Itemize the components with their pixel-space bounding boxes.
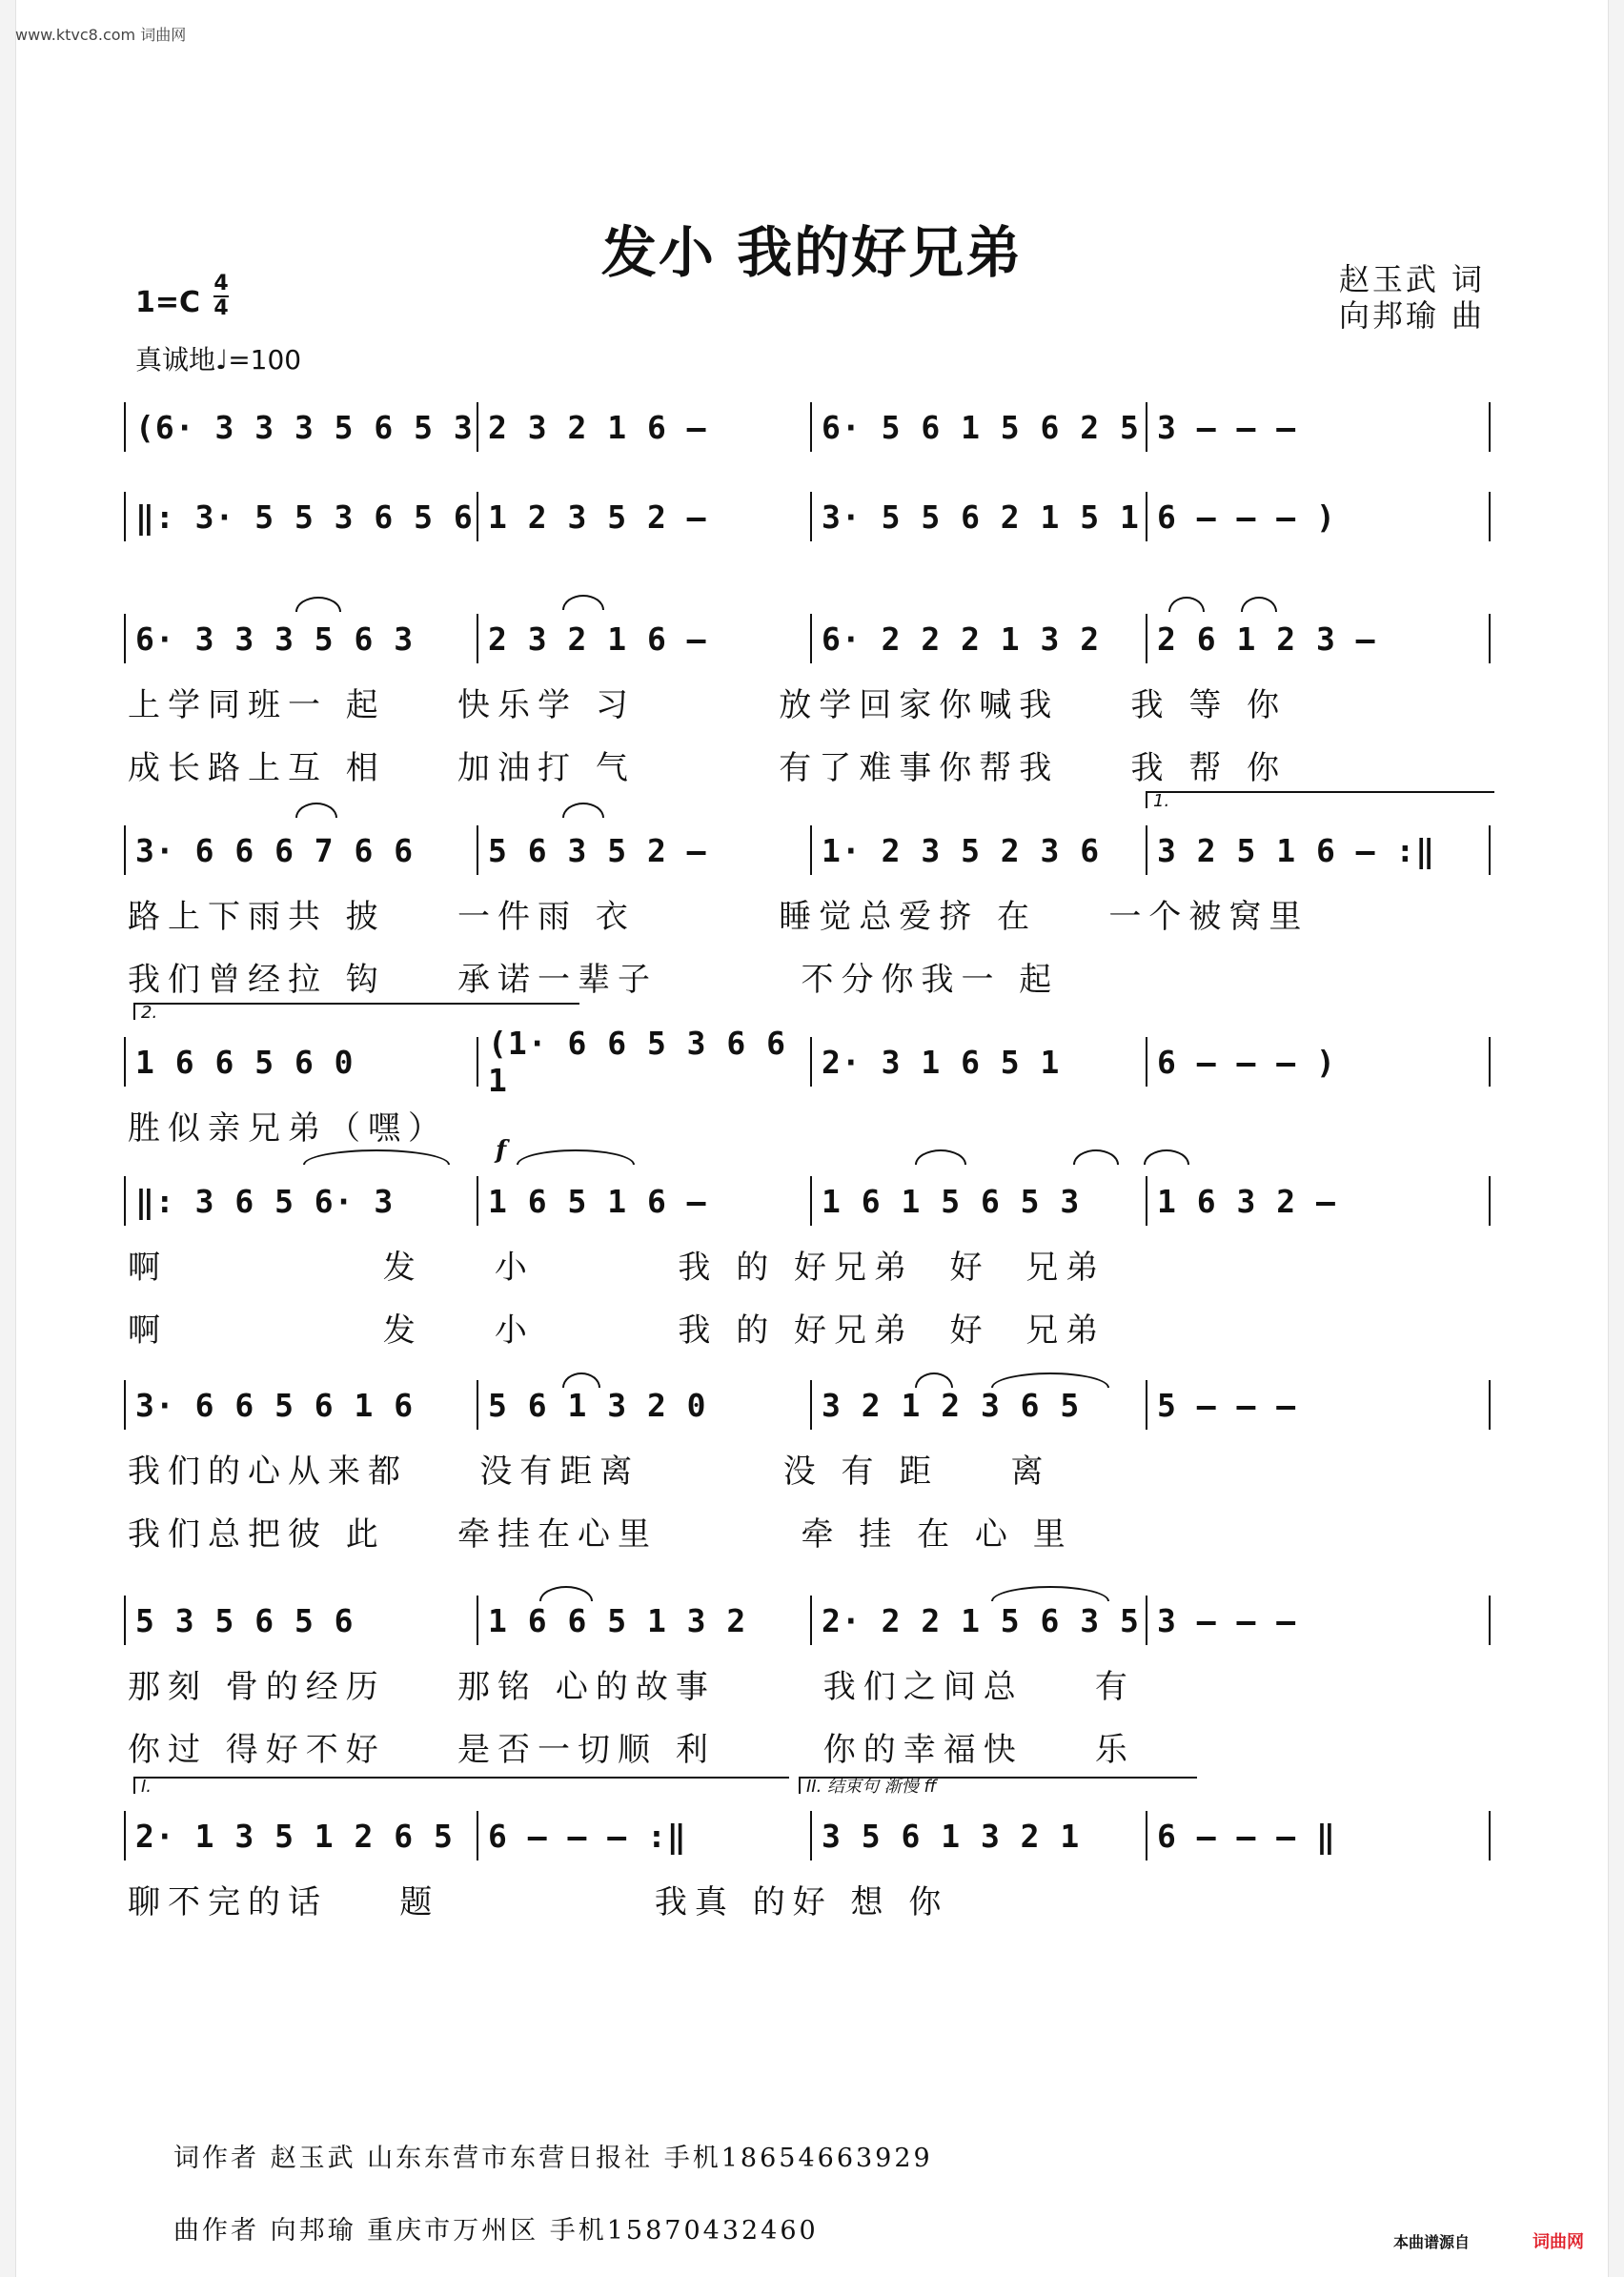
barline [1146, 402, 1147, 452]
notation-line [128, 1378, 1492, 1432]
measure: 1 6 3 2 – [1157, 1182, 1336, 1220]
key-signature: 1=C [135, 286, 201, 319]
barline [810, 825, 812, 875]
volta-first-ending: 1. [1146, 791, 1494, 808]
barline [810, 1811, 812, 1860]
slur [295, 803, 337, 818]
lyric-line: 你过 得好不好 是否一切顺 利 你的幸福快 乐 [128, 1731, 1135, 1769]
barline [124, 492, 126, 541]
notation-line [128, 1174, 1492, 1228]
song-title: 发小 我的好兄弟 [600, 220, 1024, 285]
measure: 1 6 1 5 6 5 3 [822, 1182, 1081, 1220]
measure: (1· 6 6 5 3 6 6 1 [488, 1025, 787, 1099]
measure: 5 – – – [1157, 1386, 1297, 1424]
score-system [128, 1809, 1492, 2000]
notation-line [128, 1594, 1492, 1647]
barline [810, 1176, 812, 1226]
measure: 2 3 2 1 6 – [488, 620, 707, 658]
slur [991, 1372, 1109, 1388]
measure: 3 – – – [1157, 1601, 1297, 1639]
measure: ‖: 3 6 5 6· 3 [135, 1182, 395, 1220]
barline [1146, 1811, 1147, 1860]
source-logo[interactable]: 词曲网 [1533, 2232, 1584, 2252]
lyric-line: 聊不完的话 题 我真 的好 想 你 [128, 1883, 949, 1921]
barline [1146, 614, 1147, 663]
lyric-line: 啊 发 小 我 的 好兄弟 好 兄弟 [128, 1311, 1106, 1350]
notation-line [128, 1809, 1492, 1862]
barline [477, 1037, 478, 1087]
measure: 1 6 6 5 6 0 [135, 1043, 355, 1081]
measure: 3· 6 6 5 6 1 6 [135, 1386, 415, 1424]
barline-end [1489, 614, 1491, 663]
measure: 6· 3 3 3 5 6 3 [135, 620, 415, 658]
barline [810, 1380, 812, 1430]
barline [1146, 1380, 1147, 1430]
score-system [128, 823, 1492, 1014]
measure: ‖: 3· 5 5 3 6 5 6 [135, 498, 474, 536]
measure: 2· 3 1 6 5 1 [822, 1043, 1061, 1081]
barline-end [1489, 1811, 1491, 1860]
measure: 1 6 6 5 1 3 2 [488, 1601, 747, 1639]
barline [124, 1811, 126, 1860]
dynamic-forte: f [496, 1136, 507, 1165]
composer-credit: 向邦瑜 曲 [1338, 297, 1485, 334]
measure: 5 6 3 5 2 – [488, 831, 707, 869]
tempo-marking: 真诚地♩=100 [135, 344, 302, 376]
measure: 2· 2 2 1 5 6 3 5 [822, 1601, 1140, 1639]
barline-end [1489, 825, 1491, 875]
measure: 2 3 2 1 6 – [488, 408, 707, 446]
barline [810, 614, 812, 663]
barline [1146, 1037, 1147, 1087]
barline [124, 1176, 126, 1226]
lyric-line: 胜似亲兄弟（嘿） [128, 1109, 448, 1148]
barline-end [1489, 402, 1491, 452]
measure: 1 6 5 1 6 – [488, 1182, 707, 1220]
measure: 5 6 1 3 2 0 [488, 1386, 707, 1424]
barline [1146, 492, 1147, 541]
barline [477, 492, 478, 541]
barline [1146, 1176, 1147, 1226]
measure: 1 2 3 5 2 – [488, 498, 707, 536]
slur [539, 1586, 593, 1601]
lyric-line: 啊 发 小 我 的 好兄弟 好 兄弟 [128, 1249, 1106, 1287]
site-url[interactable]: www.ktvc8.com 词曲网 [15, 26, 187, 44]
notation-line [128, 490, 1492, 543]
volta-ending-II: II. 结束句 渐慢 ff [799, 1777, 1197, 1794]
barline [810, 402, 812, 452]
barline [810, 1037, 812, 1087]
score-system [128, 612, 1492, 803]
barline [477, 1811, 478, 1860]
measure: 1· 2 3 5 2 3 6 [822, 831, 1101, 869]
lyricist-credit: 赵玉武 词 [1338, 261, 1485, 297]
barline [477, 402, 478, 452]
barline [477, 1176, 478, 1226]
score-system [128, 1378, 1492, 1569]
barline [124, 1596, 126, 1645]
barline [1146, 1596, 1147, 1645]
score-system [128, 1174, 1492, 1365]
barline [810, 492, 812, 541]
barline [124, 402, 126, 452]
slur [915, 1372, 953, 1388]
lyric-line: 我们的心从来都 没有距离 没 有 距 离 [128, 1453, 1051, 1491]
score-system [128, 1594, 1492, 1784]
volta-second-ending: 2. [133, 1003, 579, 1020]
barline [477, 1380, 478, 1430]
measure: 6 – – – ‖ [1157, 1817, 1336, 1855]
lyric-line: 那刻 骨的经历 那铭 心的故事 我们之间总 有 [128, 1668, 1135, 1706]
slur [562, 803, 604, 818]
notation-line [128, 1025, 1492, 1099]
measure: 3· 6 6 6 7 6 6 [135, 831, 415, 869]
notation-line [128, 612, 1492, 665]
volta-ending-I: I. [133, 1777, 789, 1794]
lyric-line: 我们曾经拉 钩 承诺一辈子 不分你我一 起 [128, 961, 1060, 999]
barline-end [1489, 1176, 1491, 1226]
measure: 6· 5 6 1 5 6 2 5 [822, 408, 1140, 446]
barline [1146, 825, 1147, 875]
measure: 2 6 1 2 3 – [1157, 620, 1376, 658]
barline [124, 825, 126, 875]
slur [991, 1586, 1109, 1601]
measure: 3 2 1 2 3 6 5 [822, 1386, 1081, 1424]
barline [477, 614, 478, 663]
measure: 6 – – – :‖ [488, 1817, 687, 1855]
measure: 3 5 6 1 3 2 1 [822, 1817, 1081, 1855]
right-watermark-strip [1608, 0, 1624, 2277]
measure: 6 – – – ) [1157, 1043, 1336, 1081]
lyric-line: 我们总把彼 此 牵挂在心里 牵 挂 在 心 里 [128, 1515, 1073, 1554]
barline [124, 614, 126, 663]
barline [477, 825, 478, 875]
measure: 2· 1 3 5 1 2 6 5 [135, 1817, 454, 1855]
barline-end [1489, 1596, 1491, 1645]
left-watermark-strip [0, 0, 16, 2277]
measure: 3· 5 5 6 2 1 5 1 [822, 498, 1140, 536]
measure: 5 3 5 6 5 6 [135, 1601, 355, 1639]
notation-line [128, 400, 1492, 454]
footer-lyricist-info: 词作者 赵玉武 山东东营市东营日报社 手机18654663929 [173, 2144, 933, 2173]
time-signature: 4 4 [213, 272, 229, 320]
barline [124, 1037, 126, 1087]
barline [477, 1596, 478, 1645]
barline [124, 1380, 126, 1430]
footer-composer-info: 曲作者 向邦瑜 重庆市万州区 手机15870432460 [173, 2216, 819, 2246]
lyric-line: 路上下雨共 披 一件雨 衣 睡觉总爱挤 在 一个被窝里 [128, 898, 1309, 936]
barline-end [1489, 1037, 1491, 1087]
source-note: 本曲谱源自 [1393, 2233, 1471, 2251]
lyric-line: 上学同班一 起 快乐学 习 放学回家你喊我 我 等 你 [128, 686, 1288, 724]
slur [562, 1372, 600, 1388]
measure: 6 – – – ) [1157, 498, 1336, 536]
measure: 6· 2 2 2 1 3 2 [822, 620, 1101, 658]
measure: (6· 3 3 3 5 6 5 3 [135, 408, 474, 446]
barline-end [1489, 492, 1491, 541]
lyric-line: 成长路上互 相 加油打 气 有了难事你帮我 我 帮 你 [128, 749, 1288, 787]
measure: 3 – – – [1157, 408, 1297, 446]
measure: 3 2 5 1 6 – :‖ [1157, 831, 1436, 869]
barline [810, 1596, 812, 1645]
barline-end [1489, 1380, 1491, 1430]
notation-line [128, 823, 1492, 877]
